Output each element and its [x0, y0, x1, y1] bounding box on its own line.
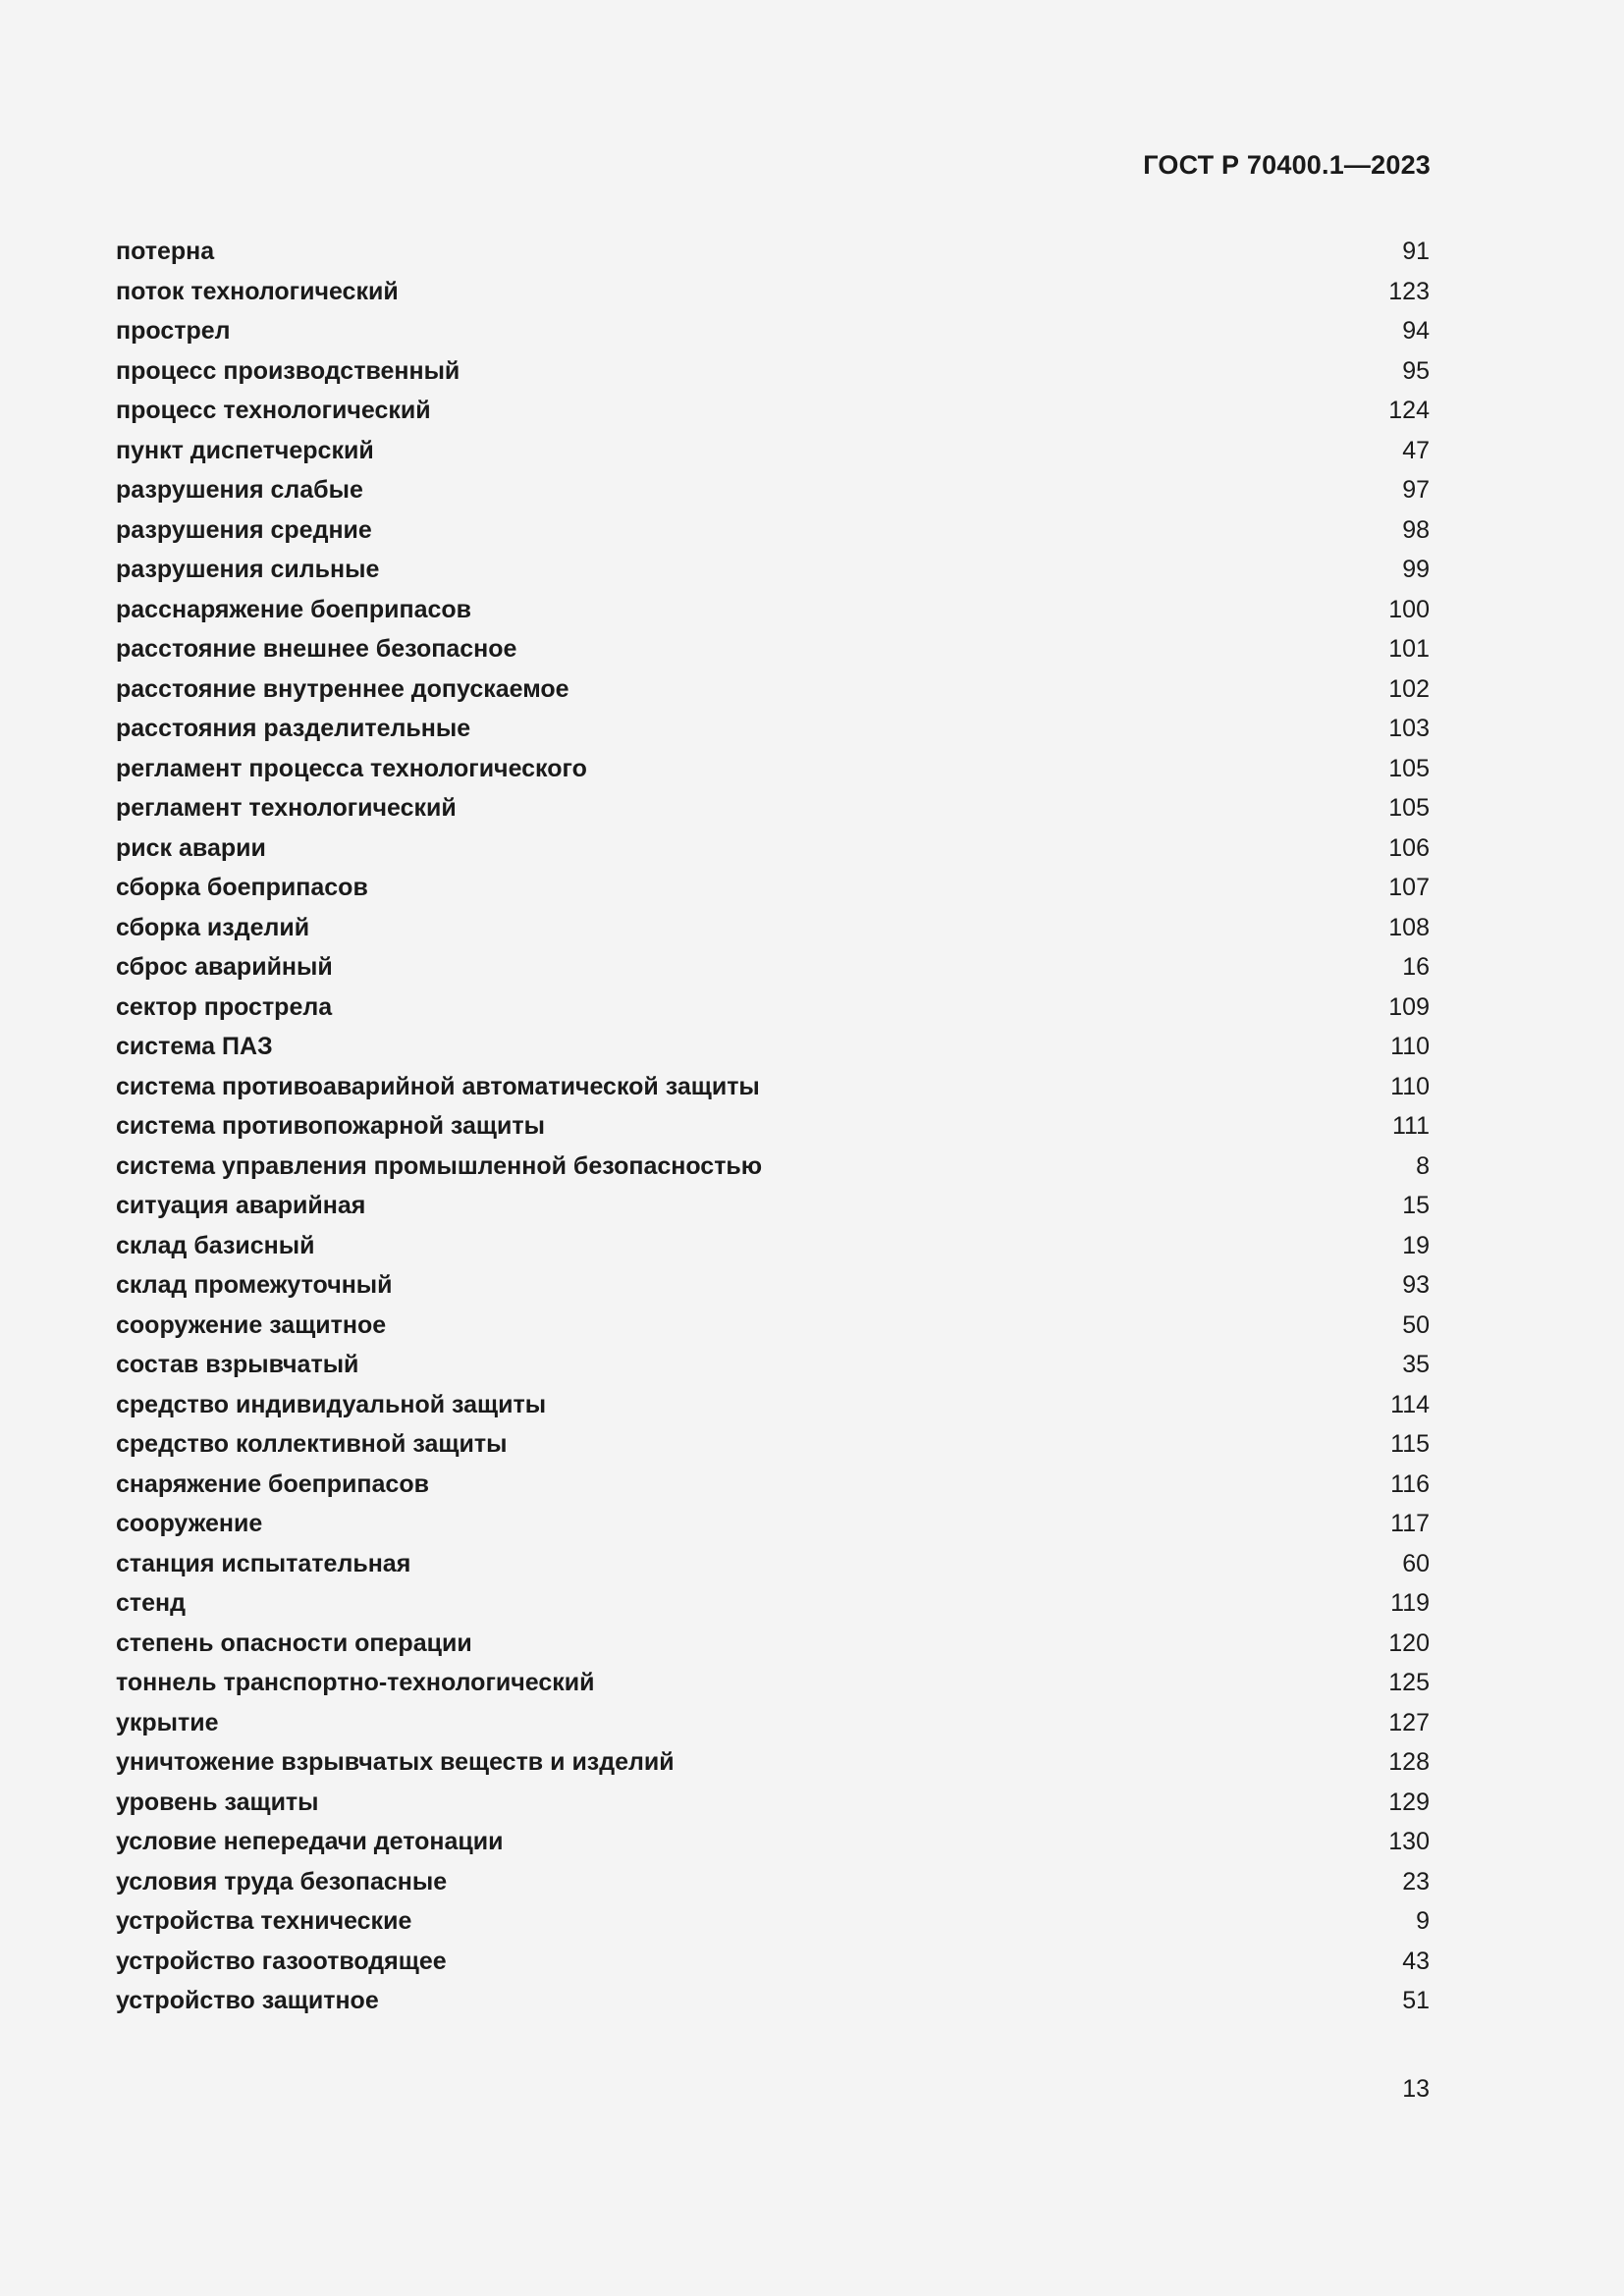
index-term: регламент технологический — [116, 794, 457, 822]
index-reference-number: 130 — [1388, 1828, 1430, 1855]
index-reference-number: 9 — [1416, 1907, 1430, 1935]
index-term: снаряжение боеприпасов — [116, 1469, 429, 1498]
index-term: сборка изделий — [116, 913, 310, 941]
index-term: стенд — [116, 1589, 187, 1617]
index-entry — [116, 1981, 1430, 2021]
index-entry — [116, 1862, 1430, 1902]
index-reference-number: 123 — [1388, 277, 1430, 305]
index-reference-number: 50 — [1402, 1310, 1430, 1339]
index-reference-number: 127 — [1388, 1708, 1430, 1736]
index-reference-number: 97 — [1402, 476, 1430, 504]
index-reference-number: 98 — [1402, 515, 1430, 544]
index-term: сооружение — [116, 1510, 263, 1537]
index-term: регламент процесса технологического — [116, 754, 587, 782]
index-reference-number: 103 — [1388, 715, 1430, 742]
index-reference-number: 110 — [1390, 1072, 1430, 1100]
index-reference-number: 19 — [1402, 1231, 1430, 1259]
index-term: средство индивидуальной защиты — [116, 1390, 547, 1418]
index-term: ситуация аварийная — [116, 1192, 366, 1219]
index-reference-number: 119 — [1390, 1589, 1430, 1617]
index-term: сектор прострела — [116, 992, 333, 1021]
index-reference-number: 35 — [1402, 1351, 1430, 1378]
index-term: пункт диспетчерский — [116, 436, 374, 464]
index-term: процесс технологический — [116, 397, 431, 424]
index-reference-number: 93 — [1402, 1271, 1430, 1299]
index-entry — [116, 550, 1430, 590]
index-entry — [116, 868, 1430, 908]
index-reference-number: 114 — [1390, 1390, 1430, 1418]
index-term: система управления промышленной безопасностью — [116, 1151, 763, 1180]
alphabetical-index-list — [116, 232, 1430, 2021]
index-term: прострел — [116, 317, 231, 345]
index-entry — [116, 1465, 1430, 1505]
index-entry — [116, 1583, 1430, 1624]
index-entry — [116, 1147, 1430, 1187]
index-entry — [116, 351, 1430, 392]
index-reference-number: 95 — [1402, 356, 1430, 385]
index-entry — [116, 1942, 1430, 1982]
index-reference-number: 105 — [1388, 794, 1430, 822]
index-entry — [116, 1783, 1430, 1823]
index-reference-number: 125 — [1388, 1669, 1430, 1696]
index-reference-number: 105 — [1388, 754, 1430, 782]
index-reference-number: 43 — [1402, 1947, 1430, 1975]
index-reference-number: 99 — [1402, 556, 1430, 583]
index-term: тоннель транспортно-технологический — [116, 1669, 595, 1696]
index-reference-number: 15 — [1402, 1192, 1430, 1219]
index-reference-number: 91 — [1402, 238, 1430, 265]
index-entry — [116, 510, 1430, 551]
index-term: сборка боеприпасов — [116, 874, 368, 901]
index-entry — [116, 272, 1430, 312]
index-term: уничтожение взрывчатых веществ и изделий — [116, 1748, 675, 1776]
index-term: расстояние внешнее безопасное — [116, 635, 517, 663]
index-reference-number: 94 — [1402, 317, 1430, 345]
index-term: потерна — [116, 238, 215, 265]
index-term: станция испытательная — [116, 1549, 411, 1577]
index-entry — [116, 470, 1430, 510]
index-reference-number: 23 — [1402, 1867, 1430, 1896]
index-entry — [116, 1226, 1430, 1266]
index-term: склад промежуточный — [116, 1271, 393, 1299]
index-entry — [116, 788, 1430, 828]
index-reference-number: 124 — [1388, 397, 1430, 424]
index-entry — [116, 1385, 1430, 1425]
index-entry — [116, 1703, 1430, 1743]
index-entry — [116, 1424, 1430, 1465]
index-term: сооружение защитное — [116, 1310, 387, 1339]
index-reference-number: 129 — [1388, 1788, 1430, 1816]
index-term: склад базисный — [116, 1231, 315, 1259]
index-reference-number: 108 — [1388, 913, 1430, 941]
index-entry — [116, 431, 1430, 471]
index-entry — [116, 908, 1430, 948]
index-entry — [116, 1345, 1430, 1385]
index-reference-number: 128 — [1388, 1748, 1430, 1776]
index-entry — [116, 947, 1430, 988]
index-entry — [116, 828, 1430, 869]
index-reference-number: 60 — [1402, 1549, 1430, 1577]
index-reference-number: 110 — [1390, 1033, 1430, 1060]
index-entry — [116, 709, 1430, 749]
index-entry — [116, 1306, 1430, 1346]
index-entry — [116, 1742, 1430, 1783]
index-reference-number: 117 — [1390, 1510, 1430, 1537]
index-reference-number: 51 — [1402, 1987, 1430, 2014]
index-term: процесс производственный — [116, 356, 460, 385]
index-term: устройства технические — [116, 1907, 412, 1935]
index-term: система противопожарной защиты — [116, 1112, 545, 1140]
index-term: расстояния разделительные — [116, 715, 471, 742]
document-code-header: ГОСТ Р 70400.1—2023 — [1143, 150, 1431, 180]
index-entry — [116, 1027, 1430, 1067]
index-term: устройство защитное — [116, 1987, 379, 2014]
index-reference-number: 111 — [1391, 1112, 1430, 1140]
index-term: система ПАЗ — [116, 1033, 273, 1060]
index-term: разрушения сильные — [116, 556, 380, 583]
index-term: средство коллективной защиты — [116, 1430, 508, 1458]
index-entry — [116, 1663, 1430, 1703]
index-term: система противоаварийной автоматической защиты — [116, 1072, 760, 1100]
index-entry — [116, 629, 1430, 669]
index-entry — [116, 232, 1430, 272]
index-term: разрушения средние — [116, 515, 372, 544]
index-term: состав взрывчатый — [116, 1351, 359, 1378]
index-reference-number: 116 — [1390, 1469, 1430, 1498]
index-entry — [116, 391, 1430, 431]
index-entry — [116, 1544, 1430, 1584]
index-reference-number: 101 — [1388, 635, 1430, 663]
index-term: укрытие — [116, 1708, 219, 1736]
index-entry — [116, 749, 1430, 789]
index-reference-number: 102 — [1388, 674, 1430, 703]
index-reference-number: 47 — [1402, 436, 1430, 464]
index-reference-number: 115 — [1390, 1430, 1430, 1458]
index-reference-number: 120 — [1388, 1629, 1430, 1657]
index-entry — [116, 1186, 1430, 1226]
index-entry — [116, 988, 1430, 1028]
index-term: расстояние внутреннее допускаемое — [116, 674, 569, 703]
index-term: условие непередачи детонации — [116, 1828, 504, 1855]
index-entry — [116, 669, 1430, 710]
index-entry — [116, 1822, 1430, 1862]
index-reference-number: 100 — [1388, 595, 1430, 623]
index-term: уровень защиты — [116, 1788, 319, 1816]
index-entry — [116, 1624, 1430, 1664]
index-reference-number: 109 — [1388, 992, 1430, 1021]
index-entry — [116, 1504, 1430, 1544]
index-reference-number: 8 — [1416, 1151, 1430, 1180]
index-term: разрушения слабые — [116, 476, 363, 504]
index-term: поток технологический — [116, 277, 399, 305]
index-reference-number: 106 — [1388, 833, 1430, 862]
index-entry — [116, 1901, 1430, 1942]
index-entry — [116, 1106, 1430, 1147]
index-entry — [116, 1067, 1430, 1107]
index-reference-number: 107 — [1388, 874, 1430, 901]
index-reference-number: 16 — [1402, 953, 1430, 981]
index-term: степень опасности операции — [116, 1629, 472, 1657]
index-entry — [116, 311, 1430, 351]
page-number: 13 — [1402, 2075, 1430, 2103]
index-term: условия труда безопасные — [116, 1867, 448, 1896]
index-term: риск аварии — [116, 833, 266, 862]
index-term: сброс аварийный — [116, 953, 333, 981]
index-entry — [116, 1265, 1430, 1306]
index-term: расснаряжение боеприпасов — [116, 595, 472, 623]
index-term: устройство газоотводящее — [116, 1947, 447, 1975]
index-entry — [116, 590, 1430, 630]
